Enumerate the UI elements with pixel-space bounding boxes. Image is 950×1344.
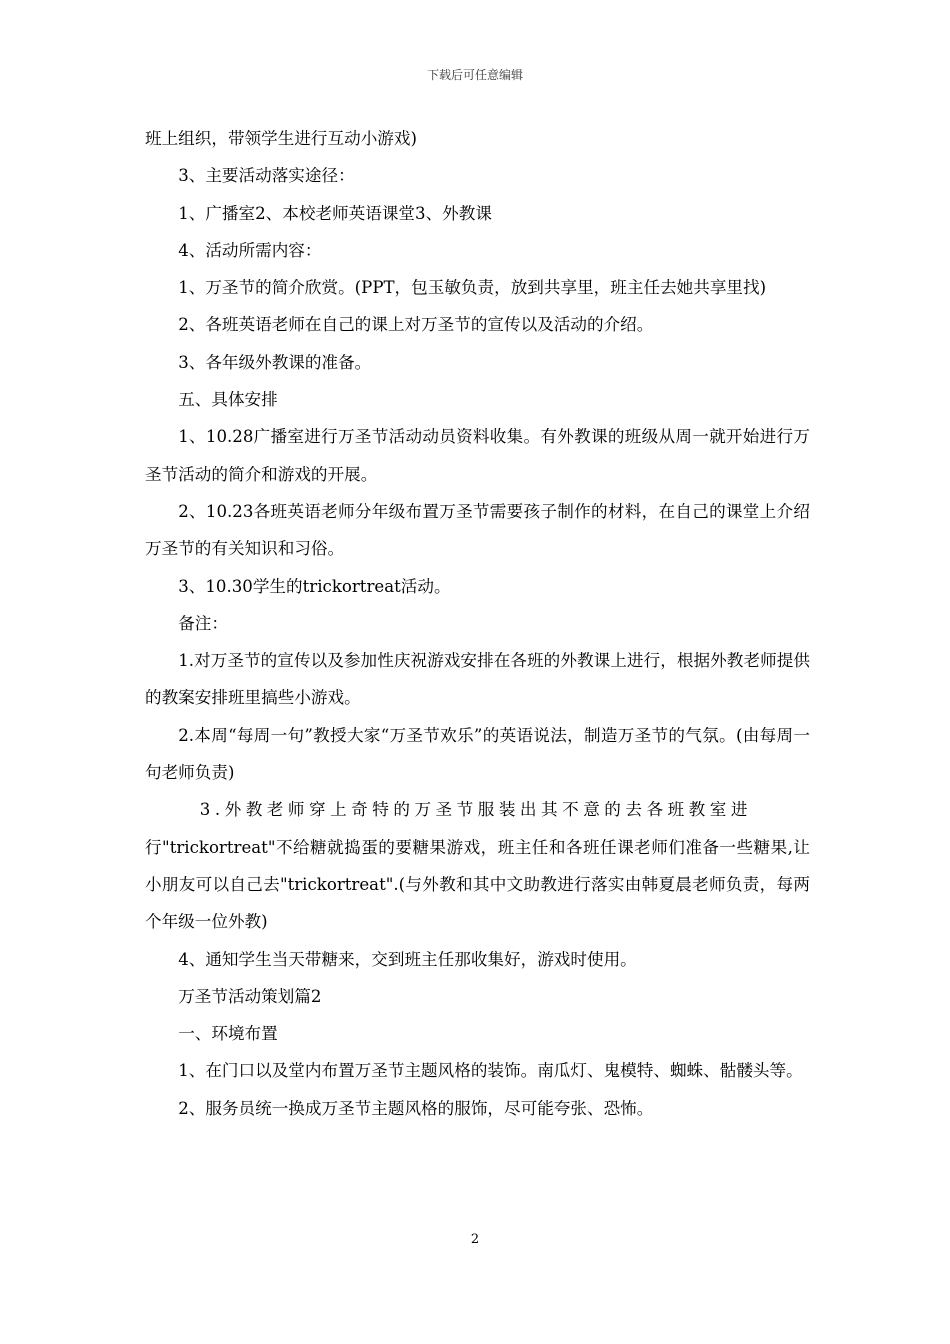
paragraph: 3、主要活动落实途径： (178, 166, 355, 186)
paragraph: 1、万圣节的简介欣赏。(PPT，包玉敏负责，放到共享里，班主任去她共享里找) (178, 278, 767, 298)
page-header: 下载后可任意编辑 (426, 68, 523, 82)
section-heading: 一、环境布置 (178, 1024, 278, 1044)
section-heading: 五、具体安排 (178, 390, 278, 410)
paragraph: 4、通知学生当天带糖来，交到班主任那收集好，游戏时使用。 (178, 949, 637, 969)
paragraph: 3.外教老师穿上奇特的万圣节服装出其不意的去各班教室进 (199, 800, 752, 820)
paragraph: 2、服务员统一换成万圣节主题风格的服饰，尽可能夸张、恐怖。 (178, 1098, 654, 1118)
paragraph: 3、各年级外教课的准备。 (178, 352, 372, 372)
paragraph: 3、10.30学生的trickortreat活动。 (178, 576, 451, 596)
paragraph: 1.对万圣节的宣传以及参加性庆祝游戏安排在各班的外教课上进行，根据外教老师提供的教案安排班里搞些小游戏。 (145, 651, 810, 708)
paragraph: 1、10.28广播室进行万圣节活动动员资料收集。有外教课的班级从周一就开始进行万圣节活动的简介和游戏的开展。 (145, 427, 810, 484)
document-body (145, 120, 810, 1127)
paragraph: 班上组织，带领学生进行互动小游戏) (145, 129, 417, 148)
page-number: 2 (470, 1232, 480, 1247)
paragraph: 2.本周“每周一句”教授大家“万圣节欢乐”的英语说法，制造万圣节的气氛。(由每周一句老师负责) (145, 725, 810, 783)
paragraph: 1、在门口以及堂内布置万圣节主题风格的装饰。南瓜灯、鬼模特、蜘蛛、骷髅头等。 (178, 1061, 803, 1081)
note-heading: 备注： (178, 613, 228, 633)
paragraph: 4、活动所需内容： (178, 240, 322, 260)
paragraph: 2、各班英语老师在自己的课上对万圣节的宣传以及活动的介绍。 (178, 315, 654, 335)
paragraph: 1、广播室2、本校老师英语课堂3、外教课 (178, 203, 492, 223)
paragraph: 2、10.23各班英语老师分年级布置万圣节需要孩子制作的材料，在自己的课堂上介绍万圣节的有关知识和习俗。 (145, 501, 810, 559)
paragraph: 行"trickortreat"不给糖就捣蛋的要糖果游戏，班主任和各班任课老师们准备一些糖果,让小朋友可以自己去"trickortreat".(与外教和其中文助教进行落实由韩夏晨老师负责，每两个年级一位外教) (145, 837, 810, 932)
section-title: 万圣节活动策划篇2 (178, 986, 322, 1006)
